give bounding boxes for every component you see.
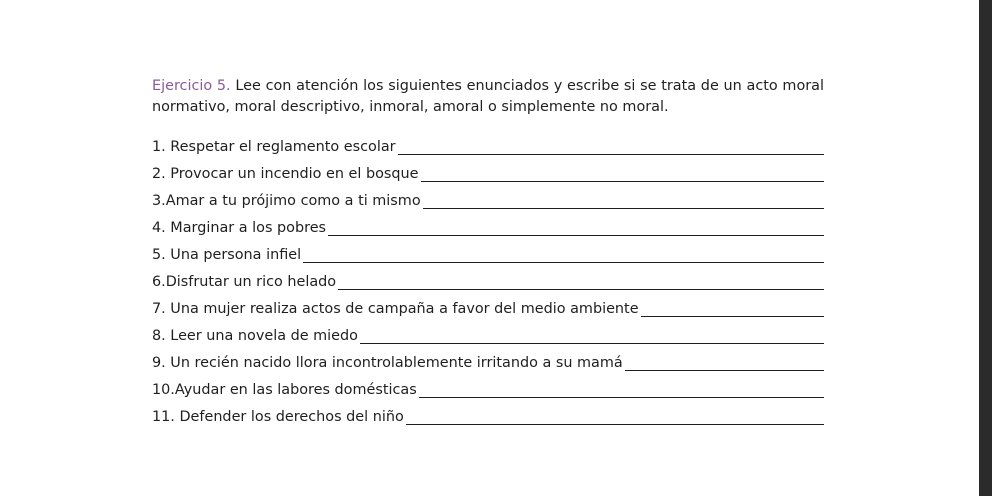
answer-line[interactable] bbox=[398, 154, 824, 155]
statement-item bbox=[152, 129, 824, 156]
statement-item bbox=[152, 237, 824, 264]
answer-line[interactable] bbox=[625, 370, 824, 371]
page-edge-shadow bbox=[979, 0, 992, 496]
exercise-instructions bbox=[152, 76, 824, 118]
statement-text: 10.Ayudar en las labores domésticas bbox=[152, 382, 417, 398]
statement-text: 1. Respetar el reglamento escolar bbox=[152, 139, 396, 155]
statement-text: 7. Una mujer realiza actos de campaña a favor del medio ambiente bbox=[152, 301, 639, 317]
statement-item bbox=[152, 318, 824, 345]
statement-item bbox=[152, 291, 824, 318]
statement-text: 2. Provocar un incendio en el bosque bbox=[152, 166, 419, 182]
answer-line[interactable] bbox=[360, 343, 824, 344]
statement-item bbox=[152, 345, 824, 372]
answer-line[interactable] bbox=[406, 424, 824, 425]
statement-list bbox=[152, 129, 824, 426]
statement-text: 4. Marginar a los pobres bbox=[152, 220, 327, 236]
statement-text: 3.Amar a tu prójimo como a ti mismo bbox=[152, 193, 421, 209]
statement-item bbox=[152, 372, 824, 399]
statement-text: 5. Una persona infiel bbox=[152, 247, 302, 263]
answer-line[interactable] bbox=[328, 235, 824, 236]
statement-item bbox=[152, 183, 824, 210]
answer-line[interactable] bbox=[423, 208, 824, 209]
statement-text: 11. Defender los derechos del niño bbox=[152, 409, 404, 425]
answer-line[interactable] bbox=[421, 181, 824, 182]
statement-item bbox=[152, 264, 824, 291]
statement-text: 9. Un recién nacido llora incontrolablemente irritando a su mamá bbox=[152, 355, 623, 371]
answer-line[interactable] bbox=[641, 316, 824, 317]
exercise-block bbox=[152, 76, 824, 426]
statement-item bbox=[152, 399, 824, 426]
answer-line[interactable] bbox=[338, 289, 824, 290]
exercise-label: Ejercicio 5. bbox=[152, 78, 231, 94]
answer-line[interactable] bbox=[303, 262, 824, 263]
statement-item bbox=[152, 210, 824, 237]
statement-item bbox=[152, 156, 824, 183]
statement-text: 8. Leer una novela de miedo bbox=[152, 328, 358, 344]
answer-line[interactable] bbox=[419, 397, 824, 398]
statement-text: 6.Disfrutar un rico helado bbox=[152, 274, 337, 290]
instructions-text: Lee con atención los siguientes enunciados y escribe si se trata de un acto moral normativo, moral descriptivo, inmoral, amoral o simplemente no moral. bbox=[152, 78, 824, 115]
